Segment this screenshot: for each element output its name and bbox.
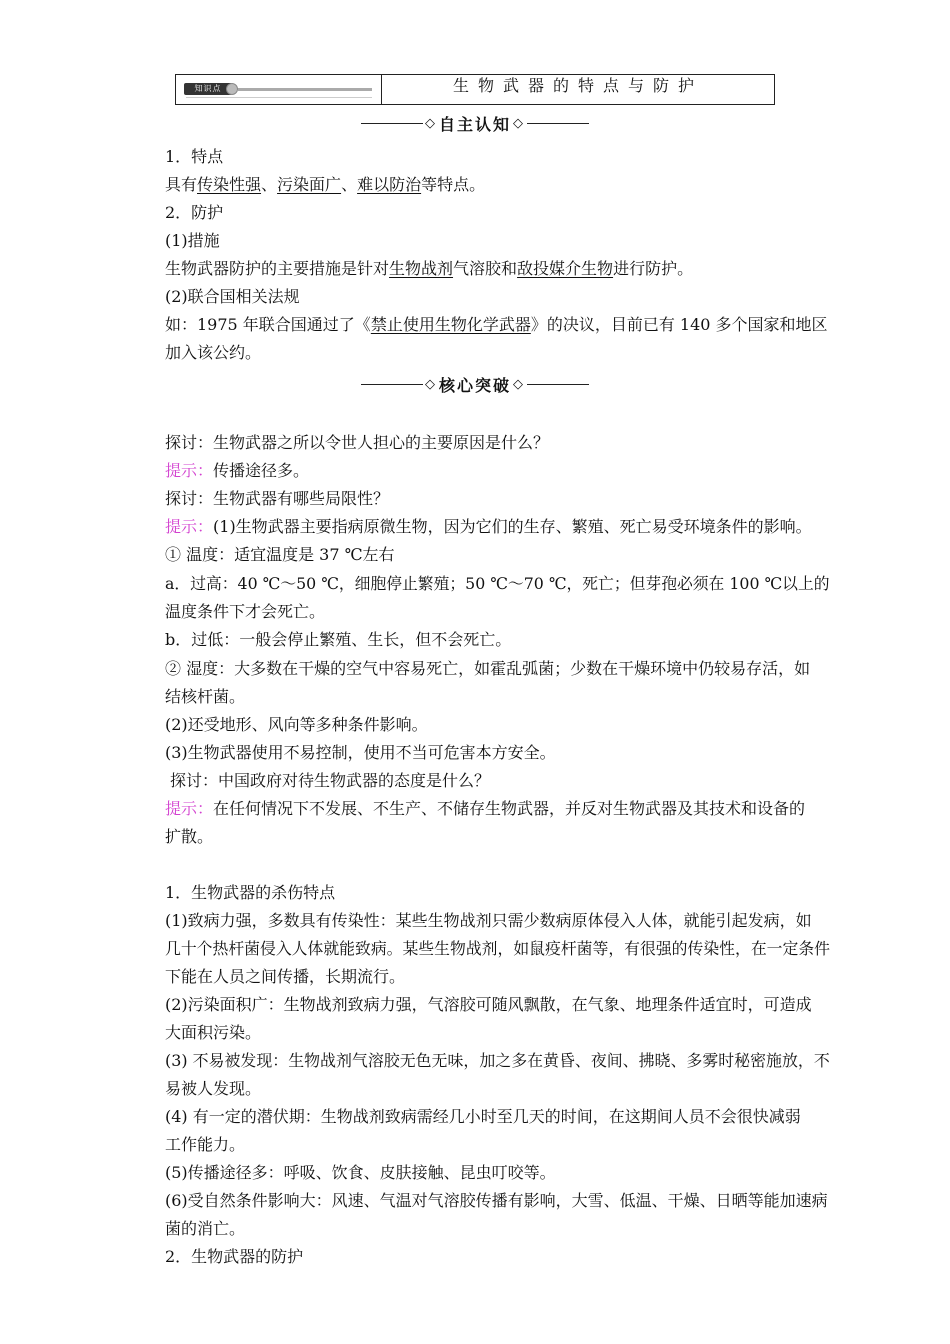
- temperature-item: ① 温度：适宜温度是 37 ℃左右: [165, 545, 395, 564]
- un-text-line2: 加入该公约。: [165, 343, 262, 362]
- question-1: 探讨：生物武器之所以令世人担心的主要原因是什么？: [165, 433, 550, 452]
- section-heading-self-study: ◇ 自主认知 ◇: [165, 112, 785, 140]
- feature-3-line2: 易被人发现。: [165, 1079, 262, 1098]
- question-2: 探讨：生物武器有哪些局限性？: [165, 489, 390, 508]
- feature-6-line2: 菌的消亡。: [165, 1219, 246, 1238]
- hint-label: 提示：: [165, 799, 214, 818]
- humidity-line2: 结核杆菌。: [165, 687, 246, 706]
- badge-decorative-bar: [238, 88, 372, 91]
- diamond-icon: ◇: [513, 116, 525, 131]
- feature-1-line2: 几十个热杆菌侵入人体就能致病。某些生物战剂，如鼠疫杆菌等，有很强的传染性，在一定条件: [165, 939, 831, 958]
- terrain-item: (2)还受地形、风向等多种条件影响。: [165, 715, 428, 734]
- answer-contagious: 传染性强: [197, 175, 262, 194]
- topic-badge-area: [176, 75, 382, 104]
- badge-decorative-line: [186, 97, 372, 98]
- kill-features-heading: 1．生物武器的杀伤特点: [165, 883, 336, 902]
- answer-wide-pollution: 污染面广: [277, 175, 342, 194]
- subitem-un-regulations: (2)联合国相关法规: [165, 287, 300, 306]
- features-text: 具有传染性强、污染面广、难以防治等特点。: [165, 175, 486, 194]
- un-text-line1: 如：1975 年联合国通过了《禁止使用生物化学武器》的决议，目前已有 140 多个国家和地区: [165, 315, 828, 334]
- feature-6-line1: (6)受自然条件影响大：风速、气温对气溶胶传播有影响，大雪、低温、干燥、日晒等能加速病: [165, 1191, 828, 1210]
- hint-label: 提示：: [165, 517, 214, 536]
- measures-text: 生物武器防护的主要措施是针对生物战剂气溶胶和敌投媒介生物进行防护。: [165, 259, 694, 278]
- feature-4-line1: (4) 有一定的潜伏期：生物战剂致病需经几小时至几天的时间，在这期间人员不会很快减弱: [165, 1107, 801, 1126]
- control-item: (3)生物武器使用不易控制，使用不当可危害本方安全。: [165, 743, 556, 762]
- heading-rule-right: [527, 123, 589, 124]
- question-3: 探讨：中国政府对待生物武器的态度是什么？: [170, 771, 491, 790]
- section-heading-core: ◇ 核心突破 ◇: [165, 373, 785, 401]
- knowledge-point-badge: 知识点: [184, 83, 232, 95]
- humidity-line1: ② 湿度：大多数在干燥的空气中容易死亡，如霍乱弧菌；少数在干燥环境中仍较易存活，如: [165, 659, 811, 678]
- low-temp-item: b．过低：一般会停止繁殖、生长，但不会死亡。: [165, 630, 512, 649]
- feature-3-line1: (3) 不易被发现：生物战剂气溶胶无色无味，加之多在黄昏、夜间、拂晓、多雾时秘密施放，不: [165, 1051, 830, 1070]
- feature-1-line3: 下能在人员之间传播，长期流行。: [165, 967, 406, 986]
- answer-vector: 敌投媒介生物: [517, 259, 614, 278]
- diamond-icon: ◇: [513, 377, 525, 392]
- topic-title: 生物武器的特点与防护: [452, 76, 703, 95]
- feature-2-line1: (2)污染面积广：生物战剂致病力强，气溶胶可随风飘散，在气象、地理条件适宜时，可造成: [165, 995, 812, 1014]
- answer-1: 提示：传播途径多。: [165, 461, 310, 480]
- hint-label: 提示：: [165, 461, 214, 480]
- protection-heading: 2．生物武器的防护: [165, 1247, 304, 1266]
- answer-convention: 禁止使用生物化学武器: [370, 315, 531, 334]
- heading-rule-right: [527, 384, 589, 385]
- high-temp-line1: a．过高：40 ℃～50 ℃，细胞停止繁殖；50 ℃～70 ℃，死亡；但芽孢必须在 100 ℃以上的: [165, 574, 830, 593]
- answer-3-line1: 提示：在任何情况下不发展、不生产、不储存生物武器，并反对生物武器及其技术和设备的: [165, 799, 806, 818]
- feature-4-line2: 工作能力。: [165, 1135, 246, 1154]
- answer-bio-agent: 生物战剂: [389, 259, 454, 278]
- feature-2-line2: 大面积污染。: [165, 1023, 262, 1042]
- heading-rule-left: [361, 123, 423, 124]
- answer-3-line2: 扩散。: [165, 827, 214, 846]
- answer-2: 提示：(1)生物武器主要指病原微生物，因为它们的生存、繁殖、死亡易受环境条件的影响。: [165, 517, 812, 536]
- subitem-measures: (1)措施: [165, 231, 220, 250]
- feature-1-line1: (1)致病力强，多数具有传染性：某些生物战剂只需少数病原体侵入人体，就能引起发病，如: [165, 911, 812, 930]
- item-features-heading: 1．特点: [165, 147, 224, 166]
- diamond-icon: ◇: [424, 377, 437, 392]
- heading-rule-left: [361, 384, 423, 385]
- item-protection-heading: 2．防护: [165, 203, 224, 222]
- answer-hard-to-treat: 难以防治: [357, 175, 422, 194]
- badge-circle-icon: [226, 83, 238, 95]
- topic-header-box: [175, 74, 775, 105]
- feature-5: (5)传播途径多：呼吸、饮食、皮肤接触、昆虫叮咬等。: [165, 1163, 556, 1182]
- high-temp-line2: 温度条件下才会死亡。: [165, 602, 326, 621]
- diamond-icon: ◇: [424, 116, 437, 131]
